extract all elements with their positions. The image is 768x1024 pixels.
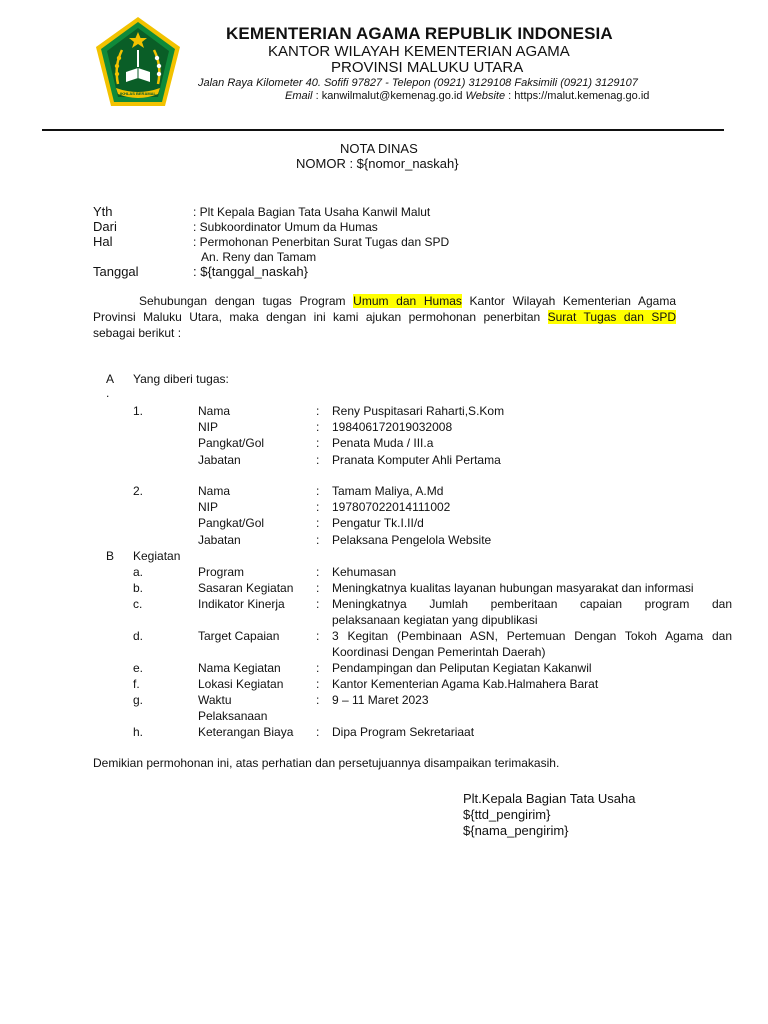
colon: : <box>316 677 320 691</box>
meta-label-hal: Hal <box>93 234 113 249</box>
closing-sentence: Demikian permohonan ini, atas perhatian dan persetujuannya disampaikan terimakasih. <box>93 756 560 770</box>
item-b-label: Sasaran Kegiatan <box>198 581 294 595</box>
colon: : <box>316 629 320 643</box>
section-b-title: Kegiatan <box>133 549 181 563</box>
person-1-value-nama: Reny Puspitasari Raharti,S.Kom <box>332 404 505 418</box>
item-g-value: 9 – 11 Maret 2023 <box>332 693 429 707</box>
header-divider <box>42 129 724 131</box>
item-f-label: Lokasi Kegiatan <box>198 677 284 691</box>
website-value: : https://malut.kemenag.go.id <box>508 90 650 102</box>
colon: : <box>316 533 320 547</box>
item-b-key: b. <box>133 581 144 595</box>
colon: : <box>316 484 320 498</box>
item-h-key: h. <box>133 725 144 739</box>
intro-line-3: sebagai berikut : <box>93 326 182 340</box>
meta-value-hal: : Permohonan Penerbitan Surat Tugas dan SPD <box>193 235 450 249</box>
colon: : <box>316 661 320 675</box>
person-1-label-pangkat: Pangkat/Gol <box>198 436 265 450</box>
item-h-label: Keterangan Biaya <box>198 725 294 739</box>
section-a-dot: . <box>106 386 110 400</box>
colon: : <box>316 516 320 530</box>
email-label: Email <box>285 90 313 102</box>
item-d-value: 3 Kegitan (Pembinaan ASN, Pertemuan Dengan Tokoh Agama dan <box>332 629 732 643</box>
colon: : <box>316 693 320 707</box>
item-f-value: Kantor Kementerian Agama Kab.Halmahera Barat <box>332 677 599 691</box>
person-1-label-nip: NIP <box>198 420 219 434</box>
person-1-value-jabatan: Pranata Komputer Ahli Pertama <box>332 453 501 467</box>
colon: : <box>316 565 320 579</box>
meta-label-tanggal: Tanggal <box>93 264 139 279</box>
section-b-letter: B <box>106 549 115 563</box>
item-c-key: c. <box>133 597 143 611</box>
colon: : <box>316 420 320 434</box>
person-1-number: 1. <box>133 404 144 418</box>
website-label: Website <box>465 90 506 102</box>
document-number: NOMOR : ${nomor_naskah} <box>296 156 459 171</box>
item-h-value: Dipa Program Sekretariaat <box>332 725 475 739</box>
item-d-key: d. <box>133 629 144 643</box>
section-a-title: Yang diberi tugas: <box>133 372 229 386</box>
intro-line-2 <box>93 309 676 325</box>
meta-value-dari: : Subkoordinator Umum da Humas <box>193 220 378 234</box>
person-1-value-nip: 198406172019032008 <box>332 420 453 434</box>
signature-title: Plt.Kepala Bagian Tata Usaha <box>463 791 636 806</box>
person-2-value-nip: 197807022014111002 <box>332 500 451 514</box>
section-a-letter: A <box>106 372 115 386</box>
colon: : <box>316 404 320 418</box>
intro-paragraph <box>93 293 676 341</box>
item-a-label: Program <box>198 565 245 579</box>
person-1-value-pangkat: Penata Muda / III.a <box>332 436 434 450</box>
item-a-key: a. <box>133 565 144 579</box>
ministry-name: KEMENTERIAN AGAMA REPUBLIK INDONESIA <box>226 24 613 43</box>
item-d-label: Target Capaian <box>198 629 280 643</box>
meta-value-yth: : Plt Kepala Bagian Tata Usaha Kanwil Malut <box>193 205 431 219</box>
item-g-label-cont: Pelaksanaan <box>198 709 268 723</box>
colon: : <box>316 500 320 514</box>
document-type: NOTA DINAS <box>340 141 418 156</box>
colon: : <box>316 725 320 739</box>
intro-line-1 <box>93 293 676 309</box>
contact-line <box>285 90 649 102</box>
person-2-number: 2. <box>133 484 144 498</box>
signature-ttd: ${ttd_pengirim} <box>463 807 551 822</box>
item-e-key: e. <box>133 661 144 675</box>
highlight-surat-tugas: Surat Tugas dan SPD <box>547 310 676 324</box>
item-g-label: Waktu <box>198 693 232 707</box>
item-e-value: Pendampingan dan Peliputan Kegiatan Kakanwil <box>332 661 592 675</box>
meta-label-yth: Yth <box>93 204 113 219</box>
person-2-label-nama: Nama <box>198 484 231 498</box>
item-b-value: Meningkatnya kualitas layanan hubungan masyarakat dan informasi <box>332 581 694 595</box>
person-2-value-nama: Tamam Maliya, A.Md <box>332 484 444 498</box>
intro-text-3: Provinsi Maluku Utara, maka dengan ini kami ajukan permohonan penerbitan <box>93 310 548 324</box>
colon: : <box>316 453 320 467</box>
office-address: Jalan Raya Kilometer 40. Sofifi 97827 - Telepon (0921) 3129108 Faksimili (0921) 3129107 <box>198 77 638 89</box>
email-value: : kanwilmalut@kemenag.go.id <box>315 90 463 102</box>
person-2-value-pangkat: Pengatur Tk.I.II/d <box>332 516 424 530</box>
meta-label-dari: Dari <box>93 219 117 234</box>
intro-text-2: Kantor Wilayah Kementerian Agama <box>461 294 676 308</box>
item-a-value: Kehumasan <box>332 565 397 579</box>
item-c-label: Indikator Kinerja <box>198 597 285 611</box>
office-name: KANTOR WILAYAH KEMENTERIAN AGAMA <box>268 43 570 60</box>
person-2-label-pangkat: Pangkat/Gol <box>198 516 265 530</box>
highlight-program: Umum dan Humas <box>353 294 462 308</box>
meta-value-hal-cont: An. Reny dan Tamam <box>201 250 317 264</box>
person-2-label-nip: NIP <box>198 500 219 514</box>
person-2-value-jabatan: Pelaksana Pengelola Website <box>332 533 492 547</box>
person-1-label-jabatan: Jabatan <box>198 453 241 467</box>
meta-value-tanggal: : ${tanggal_naskah} <box>193 264 308 279</box>
logo-motto-text: IKHLAS BERAMAL <box>120 91 156 96</box>
item-c-value: Meningkatnya Jumlah pemberitaan capaian program dan <box>332 597 732 611</box>
ministry-logo <box>92 14 184 114</box>
item-f-key: f. <box>133 677 140 691</box>
item-g-key: g. <box>133 693 144 707</box>
colon: : <box>316 581 320 595</box>
province-name: PROVINSI MALUKU UTARA <box>331 59 524 76</box>
item-e-label: Nama Kegiatan <box>198 661 281 675</box>
person-1-label-nama: Nama <box>198 404 231 418</box>
colon: : <box>316 436 320 450</box>
person-2-label-jabatan: Jabatan <box>198 533 241 547</box>
item-d-value-cont: Koordinasi Dengan Pemerintah Daerah) <box>332 645 546 659</box>
intro-text-1: Sehubungan dengan tugas Program <box>139 294 354 308</box>
colon: : <box>316 597 320 611</box>
signature-name: ${nama_pengirim} <box>463 823 569 838</box>
item-c-value-cont: pelaksanaan kegiatan yang dipublikasi <box>332 613 538 627</box>
